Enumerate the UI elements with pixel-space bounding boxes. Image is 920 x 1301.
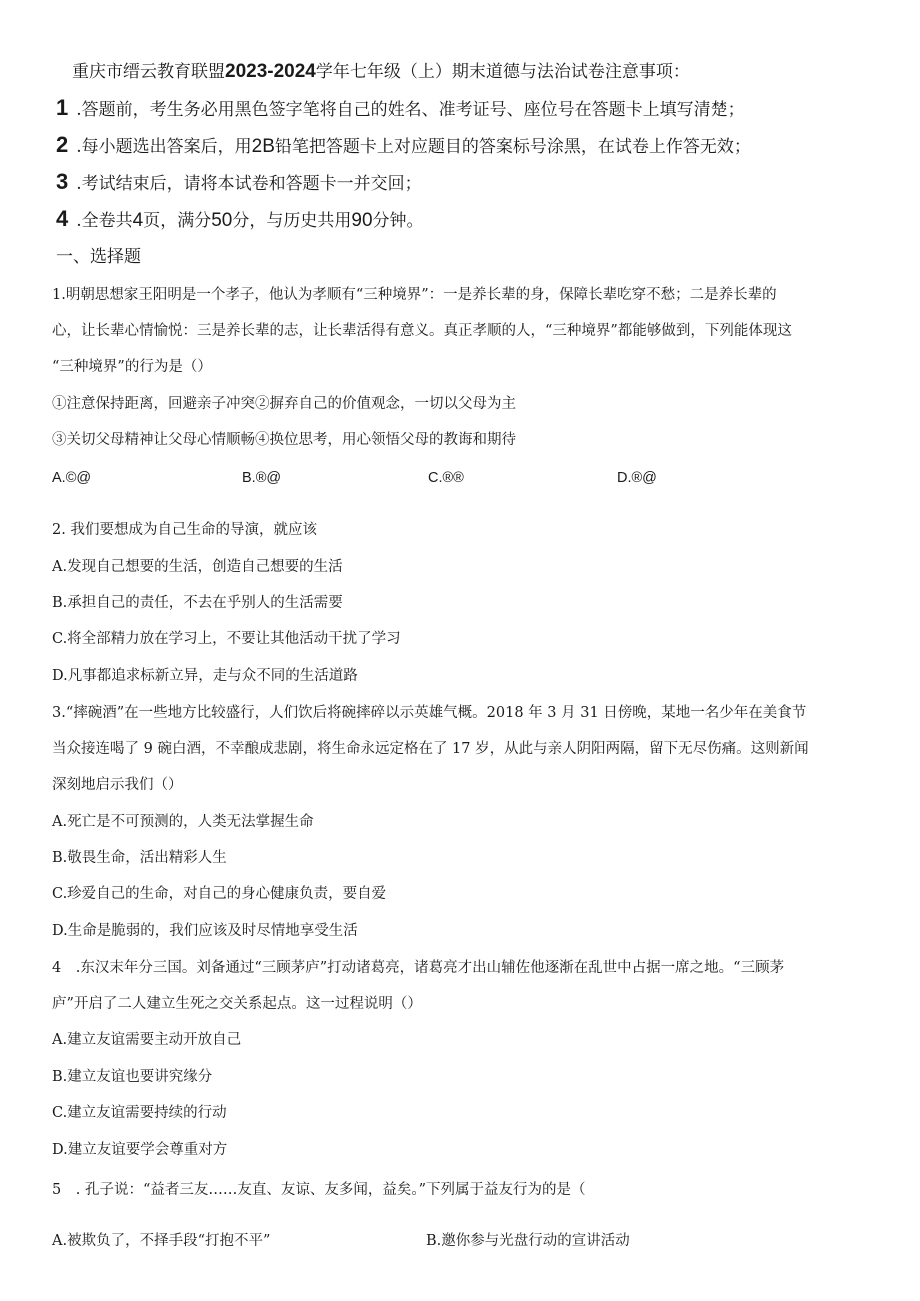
q5-stem: 5 . 孔子说：“益者三友……友直、友谅、友多闻，益矣。”下列属于益友行为的是（	[52, 1182, 586, 1198]
q2-option-d: D.凡事都追求标新立异，走与众不同的生活道路	[52, 668, 358, 684]
title-year: 2023-2024	[225, 61, 316, 82]
q1-stem-line: “三种境界”的行为是（）	[52, 359, 212, 375]
q1-option-c: C.®®	[428, 470, 464, 486]
note-text: .每小题选出答案后，用	[76, 137, 252, 157]
q3-option-a: A.死亡是不可预测的，人类无法掌握生命	[52, 814, 314, 830]
q3-option-c: C.珍爱自己的生命，对自己的身心健康负责，要自爱	[52, 886, 387, 902]
note-text: .全卷共	[76, 211, 133, 231]
section-title: 一、选择题	[56, 247, 141, 267]
q2-option-a: A.发现自己想要的生活，创造自己想要的生活	[52, 559, 343, 575]
note-text: 页，满分	[143, 211, 212, 231]
q4-stem-line: 庐”开启了二人建立生死之交关系起点。这一过程说明（）	[52, 996, 422, 1012]
note-number: 3	[56, 169, 69, 194]
note-number: 4	[56, 206, 69, 231]
q1-statement-line: ①注意保持距离，回避亲子冲突②摒弃自己的价值观念，一切以父母为主	[52, 396, 516, 412]
note-text: 分钟。	[372, 211, 424, 231]
q3-stem-line: 当众接连喝了 9 碗白酒，不幸酿成悲剧，将生命永远定格在了 17 岁，从此与亲人阴阳两隔，留下无尽伤痛。这则新闻	[52, 741, 809, 757]
note-4	[56, 206, 424, 231]
note-text: .考试结束后，请将本试卷和答题卡一并交回；	[76, 174, 422, 194]
q2-option-c: C.将全部精力放在学习上，不要让其他活动干扰了学习	[52, 631, 401, 647]
note-2	[56, 132, 751, 157]
q4-option-d: D.建立友谊要学会尊重对方	[52, 1142, 228, 1158]
q4-option-c: C.建立友谊需要持续的行动	[52, 1105, 227, 1121]
q4-option-a: A.建立友谊需要主动开放自己	[52, 1032, 242, 1048]
q3-option-d: D.生命是脆弱的，我们应该及时尽情地享受生活	[52, 923, 358, 939]
note-text: .答题前，考生务必用黑色签字笔将自己的姓名、准考证号、座位号在答题卡上填写清楚；	[76, 100, 745, 120]
q1-stem-line: 心，让长辈心情愉悦：三是养长辈的志，让长辈活得有意义。真正孝顺的人，“三种境界”都能够做到，下列能体现这	[52, 323, 792, 339]
note-number: 1	[56, 95, 69, 120]
q2-option-b: B.承担自己的责任，不去在乎别人的生活需要	[52, 595, 343, 611]
exam-title	[72, 62, 690, 82]
note-text: 铅笔把答题卡上对应题目的答案标号涂黑，在试卷上作答无效；	[274, 137, 751, 157]
q2-stem: 2. 我们要想成为自己生命的导演，就应该	[52, 522, 317, 538]
q3-option-b: B.敬畏生命，活出精彩人生	[52, 850, 227, 866]
note-bold: 90	[351, 210, 373, 231]
note-text: 分，与历史共用	[232, 211, 352, 231]
q4-option-b: B.建立友谊也要讲究缘分	[52, 1069, 213, 1085]
note-bold: 2B	[251, 136, 275, 157]
note-number: 2	[56, 132, 69, 157]
q5-option-a: A.被欺负了，不择手段“打抱不平”	[52, 1233, 271, 1249]
q1-statement-line: ③关切父母精神让父母心情顺畅④换位思考，用心领悟父母的教诲和期待	[52, 432, 516, 448]
q3-stem-line: 3.“摔碗酒”在一些地方比较盛行，人们饮后将碗摔碎以示英雄气概。2018 年 3 月 31 日傍晚，某地一名少年在美食节	[52, 705, 807, 721]
q1-stem-line: 1.明朝思想家王阳明是一个孝子，他认为孝顺有“三种境界”：一是养长辈的身，保障长辈吃穿不愁；二是养长辈的	[52, 287, 777, 303]
q4-stem-line: 4 .东汉末年分三国。刘备通过“三顾茅庐”打动诸葛亮，诸葛亮才出山辅佐他逐渐在乱世中占据一席之地。“三顾茅	[52, 960, 785, 976]
title-prefix: 重庆市缙云教育联盟	[72, 62, 225, 82]
note-bold: 4	[132, 210, 144, 231]
q5-option-b: B.邀你参与光盘行动的宣讲活动	[426, 1233, 630, 1249]
note-bold: 50	[211, 210, 233, 231]
title-suffix: 学年七年级（上）期末道德与法治试卷注意事项：	[315, 62, 690, 82]
q3-stem-line: 深刻地启示我们（）	[52, 777, 183, 793]
q1-option-d: D.®@	[617, 470, 657, 486]
note-1	[56, 95, 745, 120]
q1-option-a: A.©@	[52, 470, 92, 486]
note-3	[56, 169, 422, 194]
q1-option-b: B.®@	[242, 470, 282, 486]
